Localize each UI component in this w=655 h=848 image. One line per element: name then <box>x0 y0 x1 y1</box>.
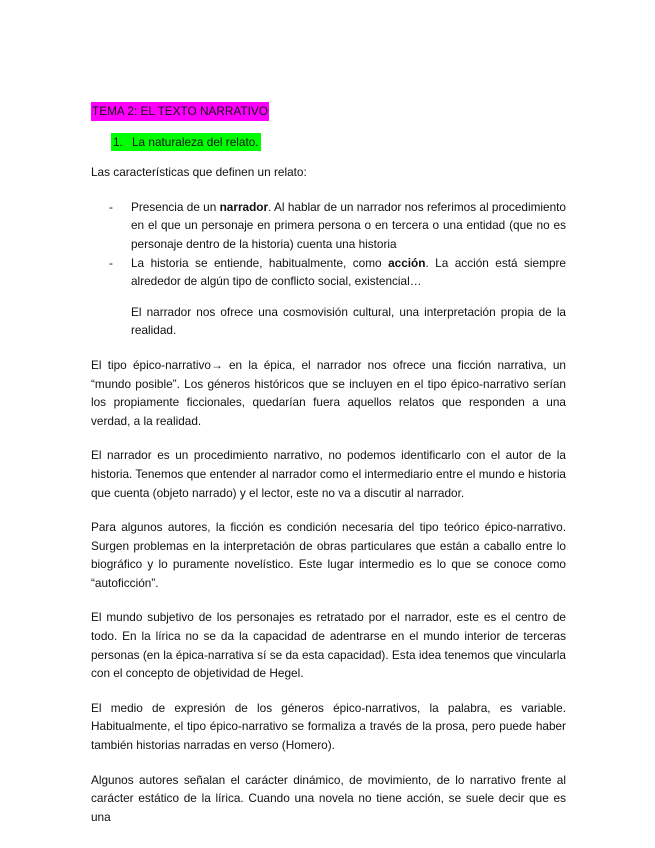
characteristics-list <box>91 198 566 291</box>
paragraph: El tipo épico-narrativo→ en la épica, el narrador nos ofrece una ficción narrativa, un “mundo posible”. Los géneros históricos que se incluyen en el tipo épico-narrativo serían los propiamente ficcionales, quedarían fuera aquellos relatos que responden a una verdad, a la realidad. <box>91 357 566 428</box>
list-item: - Presencia de un narrador. Al hablar de un narrador nos referimos al procedimiento en el que un personaje en primera persona o en tercera o una entidad (que no es personaje dentro de la historia) cuenta una historia <box>109 199 566 251</box>
subsection-number: 1. <box>113 134 123 149</box>
dash-marker: - <box>109 199 113 214</box>
section-title: TEMA 2: EL TEXTO NARRATIVO <box>91 102 269 121</box>
bold-term: acción <box>388 255 426 270</box>
paragraph: Algunos autores señalan el carácter dinámico, de movimiento, de lo narrativo frente al carácter estático de la lírica. Cuando una novela no tiene acción, se suele decir que es una <box>91 772 566 824</box>
list-continuation: El narrador nos ofrece una cosmovisión cultural, una interpretación propia de la realidad. <box>131 304 566 338</box>
paragraph: El medio de expresión de los géneros épico-narrativos, la palabra, es variable. Habitualmente, el tipo épico-narrativo se formaliza a través de la prosa, pero puede haber también historias narradas en verso (Homero). <box>91 700 566 753</box>
subsection-title: La naturaleza del relato. <box>132 134 259 149</box>
subsection-heading <box>111 133 261 152</box>
title-line <box>91 102 566 131</box>
intro-paragraph: Las características que definen un relato: <box>91 165 307 180</box>
paragraph: El narrador es un procedimiento narrativo, no podemos identificarlo con el autor de la historia. Tenemos que entender al narrador como el intermediario entre el mundo e historia que cuenta (objeto narrado) y el lector, este no va a discutir al narrador. <box>91 448 566 500</box>
bold-term: narrador <box>219 199 269 214</box>
paragraph: Para algunos autores, la ficción es condición necesaria del tipo teórico épico-narrativo. Surgen problemas en la interpretación de obras particulares que están a caballo entre lo biográfico y lo puramente novelístico. Este lugar intermedio es lo que se conoce como “autoficción”. <box>91 520 566 590</box>
list-item: - La historia se entiende, habitualmente, como acción. La acción está siempre alrededor de algún tipo de conflicto social, existencial… <box>109 255 566 289</box>
dash-marker: - <box>109 255 113 270</box>
document-body <box>91 102 566 842</box>
paragraph: El mundo subjetivo de los personajes es retratado por el narrador, este es el centro de todo. En la lírica no se da la capacidad de adentrarse en el mundo interior de terceras personas (en la épica-narrativa sí se da esta capacidad). Esta idea tenemos que vincularla con el concepto de objetividad de Hegel. <box>91 610 566 681</box>
subtitle-line <box>111 133 566 152</box>
